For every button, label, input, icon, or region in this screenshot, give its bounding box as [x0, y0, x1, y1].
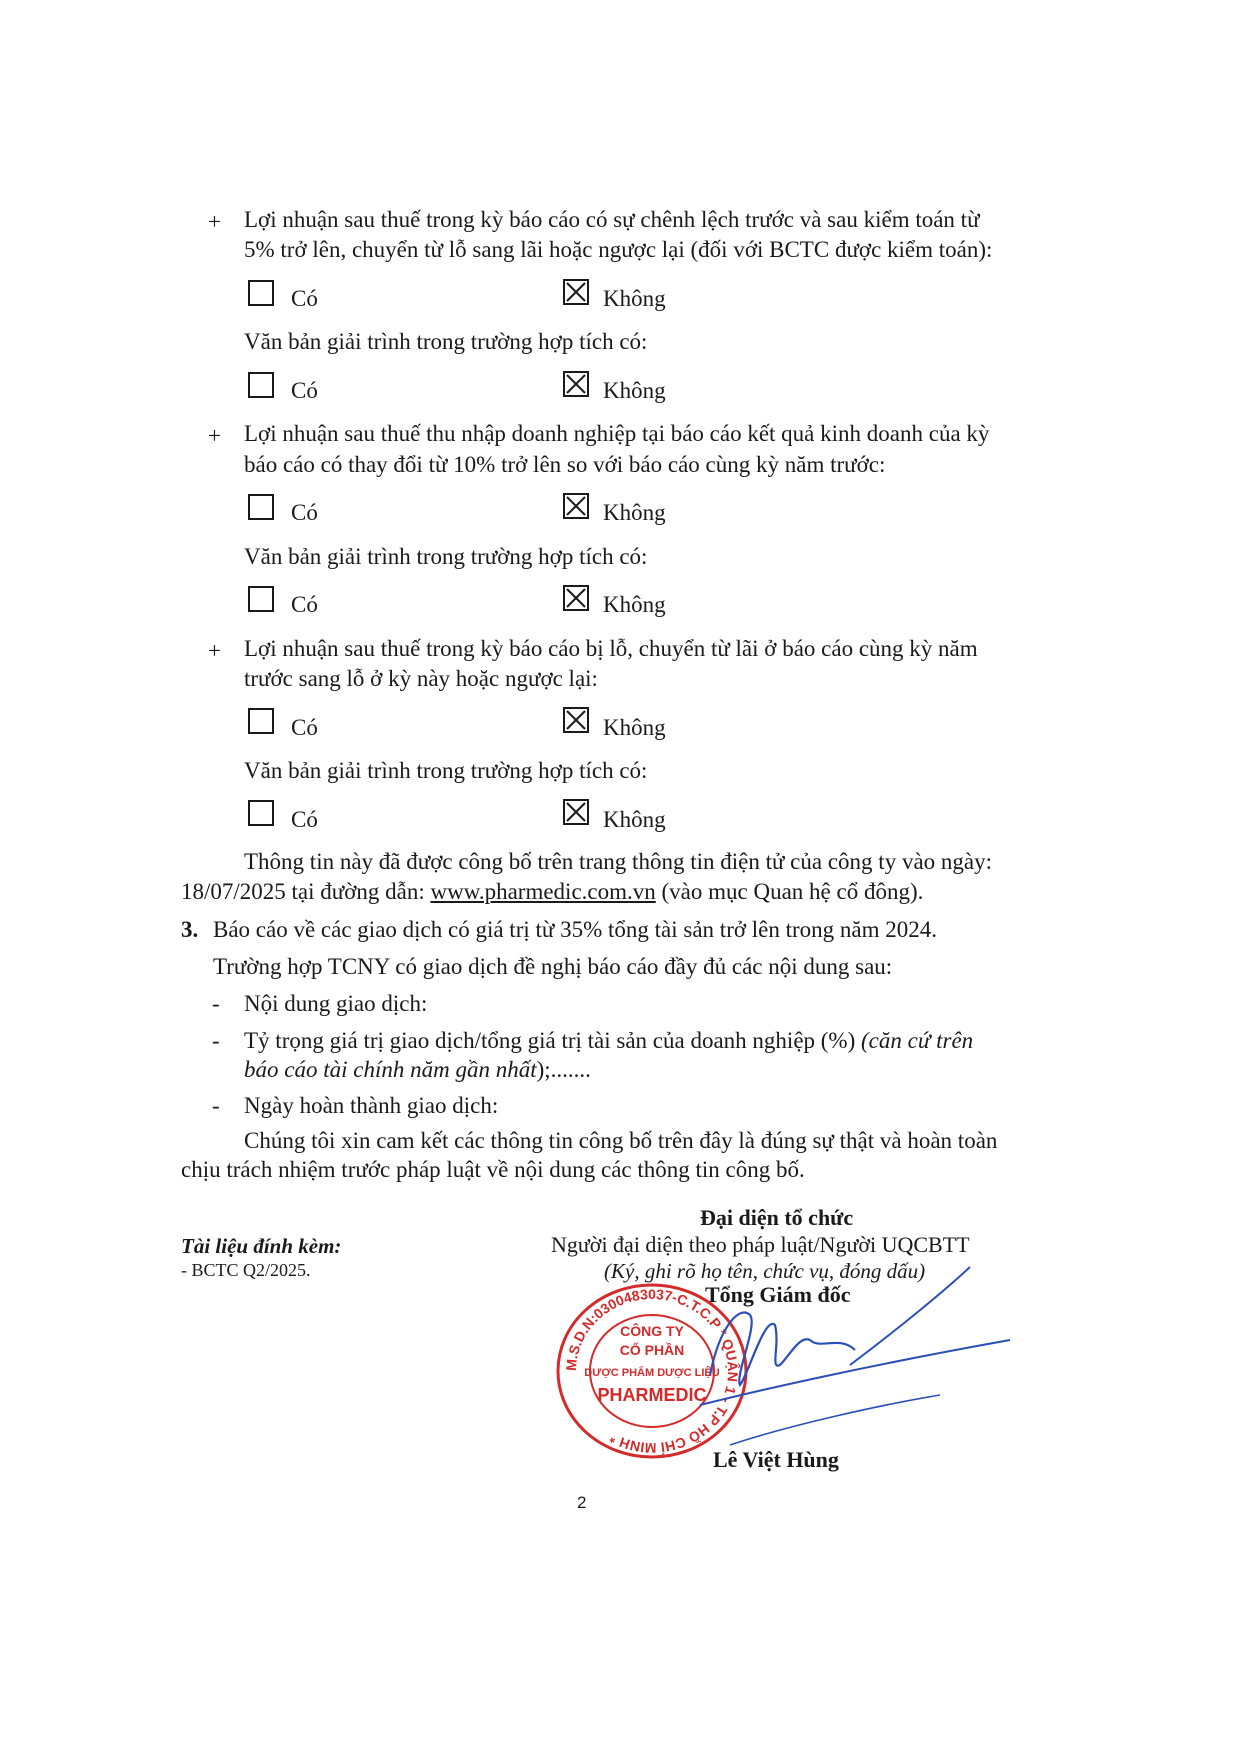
- stamp-line4: PHARMEDIC: [597, 1385, 707, 1405]
- option-yes-label: Có: [291, 715, 318, 740]
- signature-title: Tổng Giám đốc: [705, 1282, 851, 1307]
- stamp-line2: CỔ PHẦN: [619, 1342, 685, 1358]
- checkbox-checked[interactable]: [563, 799, 589, 825]
- option-yes-label: Có: [291, 378, 318, 403]
- page-number: 2: [577, 1493, 587, 1512]
- disclosure-line1: Thông tin này đã được công bố trên trang thông tin điện tử của công ty vào ngày:: [244, 849, 993, 874]
- stamp-line3: DƯỢC PHẨM DƯỢC LIỆU: [584, 1367, 720, 1379]
- section-intro: Trường hợp TCNY có giao dịch đề nghị báo cáo đầy đủ các nội dung sau:: [213, 954, 893, 979]
- bullet-plus: +: [208, 209, 221, 234]
- stamp-line1: CÔNG TY: [620, 1323, 684, 1339]
- option-no-label: Không: [603, 500, 666, 525]
- explain-label: Văn bản giải trình trong trường hợp tích có:: [244, 329, 648, 354]
- list-item: [244, 1027, 973, 1055]
- option-no-label: Không: [603, 715, 666, 740]
- list-dash: -: [212, 1093, 220, 1118]
- checkbox-unchecked[interactable]: [248, 280, 274, 306]
- checkbox-unchecked[interactable]: [248, 800, 274, 826]
- signature-org: Đại diện tổ chức: [700, 1205, 854, 1230]
- attachments-item: - BCTC Q2/2025.: [181, 1260, 311, 1280]
- checkbox-unchecked[interactable]: [248, 494, 274, 520]
- block1-line1: Lợi nhuận sau thuế trong kỳ báo cáo có sự chênh lệch trước và sau kiểm toán từ: [244, 207, 980, 232]
- checkbox-unchecked[interactable]: [248, 372, 274, 398]
- handwritten-signature: [640, 1255, 1020, 1465]
- checkbox-checked[interactable]: [563, 493, 589, 519]
- option-no-label: Không: [603, 592, 666, 617]
- signature-role: Người đại diện theo pháp luật/Người UQCBTT: [551, 1232, 970, 1257]
- x-mark-icon: [565, 373, 587, 395]
- checkbox-unchecked[interactable]: [248, 708, 274, 734]
- commitment-line2: chịu trách nhiệm trước pháp luật về nội dung các thông tin công bố.: [181, 1157, 805, 1182]
- option-no-label: Không: [603, 807, 666, 832]
- list-item-italic: báo cáo tài chính năm gần nhất: [244, 1057, 537, 1082]
- x-mark-icon: [565, 281, 587, 303]
- section-title: Báo cáo về các giao dịch có giá trị từ 35% tổng tài sản trở lên trong năm 2024.: [213, 917, 938, 942]
- disclosure-tail-text: (vào mục Quan hệ cổ đông).: [655, 879, 924, 904]
- section-number: 3.: [181, 917, 199, 942]
- list-dash: -: [212, 1028, 220, 1053]
- explain-label: Văn bản giải trình trong trường hợp tích có:: [244, 544, 648, 569]
- block3-line1: Lợi nhuận sau thuế trong kỳ báo cáo bị lỗ, chuyển từ lãi ở báo cáo cùng kỳ năm: [244, 636, 978, 661]
- block1-line2: 5% trở lên, chuyển từ lỗ sang lãi hoặc ngược lại (đối với BCTC được kiểm toán):: [244, 237, 993, 262]
- commitment-line1: Chúng tôi xin cam kết các thông tin công bố trên đây là đúng sự thật và hoàn toàn: [244, 1128, 998, 1153]
- list-item: Ngày hoàn thành giao dịch:: [244, 1093, 499, 1118]
- disclosure-line2: [181, 878, 923, 906]
- block3-line2: trước sang lỗ ở kỳ này hoặc ngược lại:: [244, 666, 598, 691]
- option-yes-label: Có: [291, 500, 318, 525]
- signer-name: Lê Việt Hùng: [713, 1447, 839, 1472]
- bullet-plus: +: [208, 638, 221, 663]
- block2-line1: Lợi nhuận sau thuế thu nhập doanh nghiệp tại báo cáo kết quả kinh doanh của kỳ: [244, 421, 990, 446]
- checkbox-checked[interactable]: [563, 585, 589, 611]
- x-mark-icon: [565, 587, 587, 609]
- attachments-label: Tài liệu đính kèm:: [181, 1234, 342, 1258]
- list-item-cont: [244, 1056, 591, 1084]
- x-mark-icon: [565, 495, 587, 517]
- option-no-label: Không: [603, 378, 666, 403]
- bullet-plus: +: [208, 423, 221, 448]
- checkbox-checked[interactable]: [563, 707, 589, 733]
- explain-label: Văn bản giải trình trong trường hợp tích có:: [244, 758, 648, 783]
- website-link[interactable]: www.pharmedic.com.vn: [430, 879, 656, 904]
- option-yes-label: Có: [291, 592, 318, 617]
- block2-line2: báo cáo có thay đổi từ 10% trở lên so với báo cáo cùng kỳ năm trước:: [244, 452, 886, 477]
- checkbox-unchecked[interactable]: [248, 586, 274, 612]
- list-dash: -: [212, 991, 220, 1016]
- list-item-text: Tỷ trọng giá trị giao dịch/tổng giá trị tài sản của doanh nghiệp (%): [244, 1028, 862, 1053]
- disclosure-date-text: 18/07/2025 tại đường dẫn:: [181, 879, 431, 904]
- list-item-tail: );.......: [536, 1057, 591, 1082]
- option-no-label: Không: [603, 286, 666, 311]
- stamp-ring-text: M.S.D.N:0300483037-C.T.C.P * QUẬN 1 - T.P HỒ CHÍ MINH *: [562, 1285, 742, 1457]
- checkbox-checked[interactable]: [563, 371, 589, 397]
- option-yes-label: Có: [291, 807, 318, 832]
- list-item: Nội dung giao dịch:: [244, 991, 428, 1016]
- x-mark-icon: [565, 801, 587, 823]
- checkbox-checked[interactable]: [563, 279, 589, 305]
- list-item-italic: (căn cứ trên: [861, 1028, 974, 1053]
- x-mark-icon: [565, 709, 587, 731]
- option-yes-label: Có: [291, 286, 318, 311]
- signature-note: (Ký, ghi rõ họ tên, chức vụ, đóng dấu): [604, 1259, 926, 1283]
